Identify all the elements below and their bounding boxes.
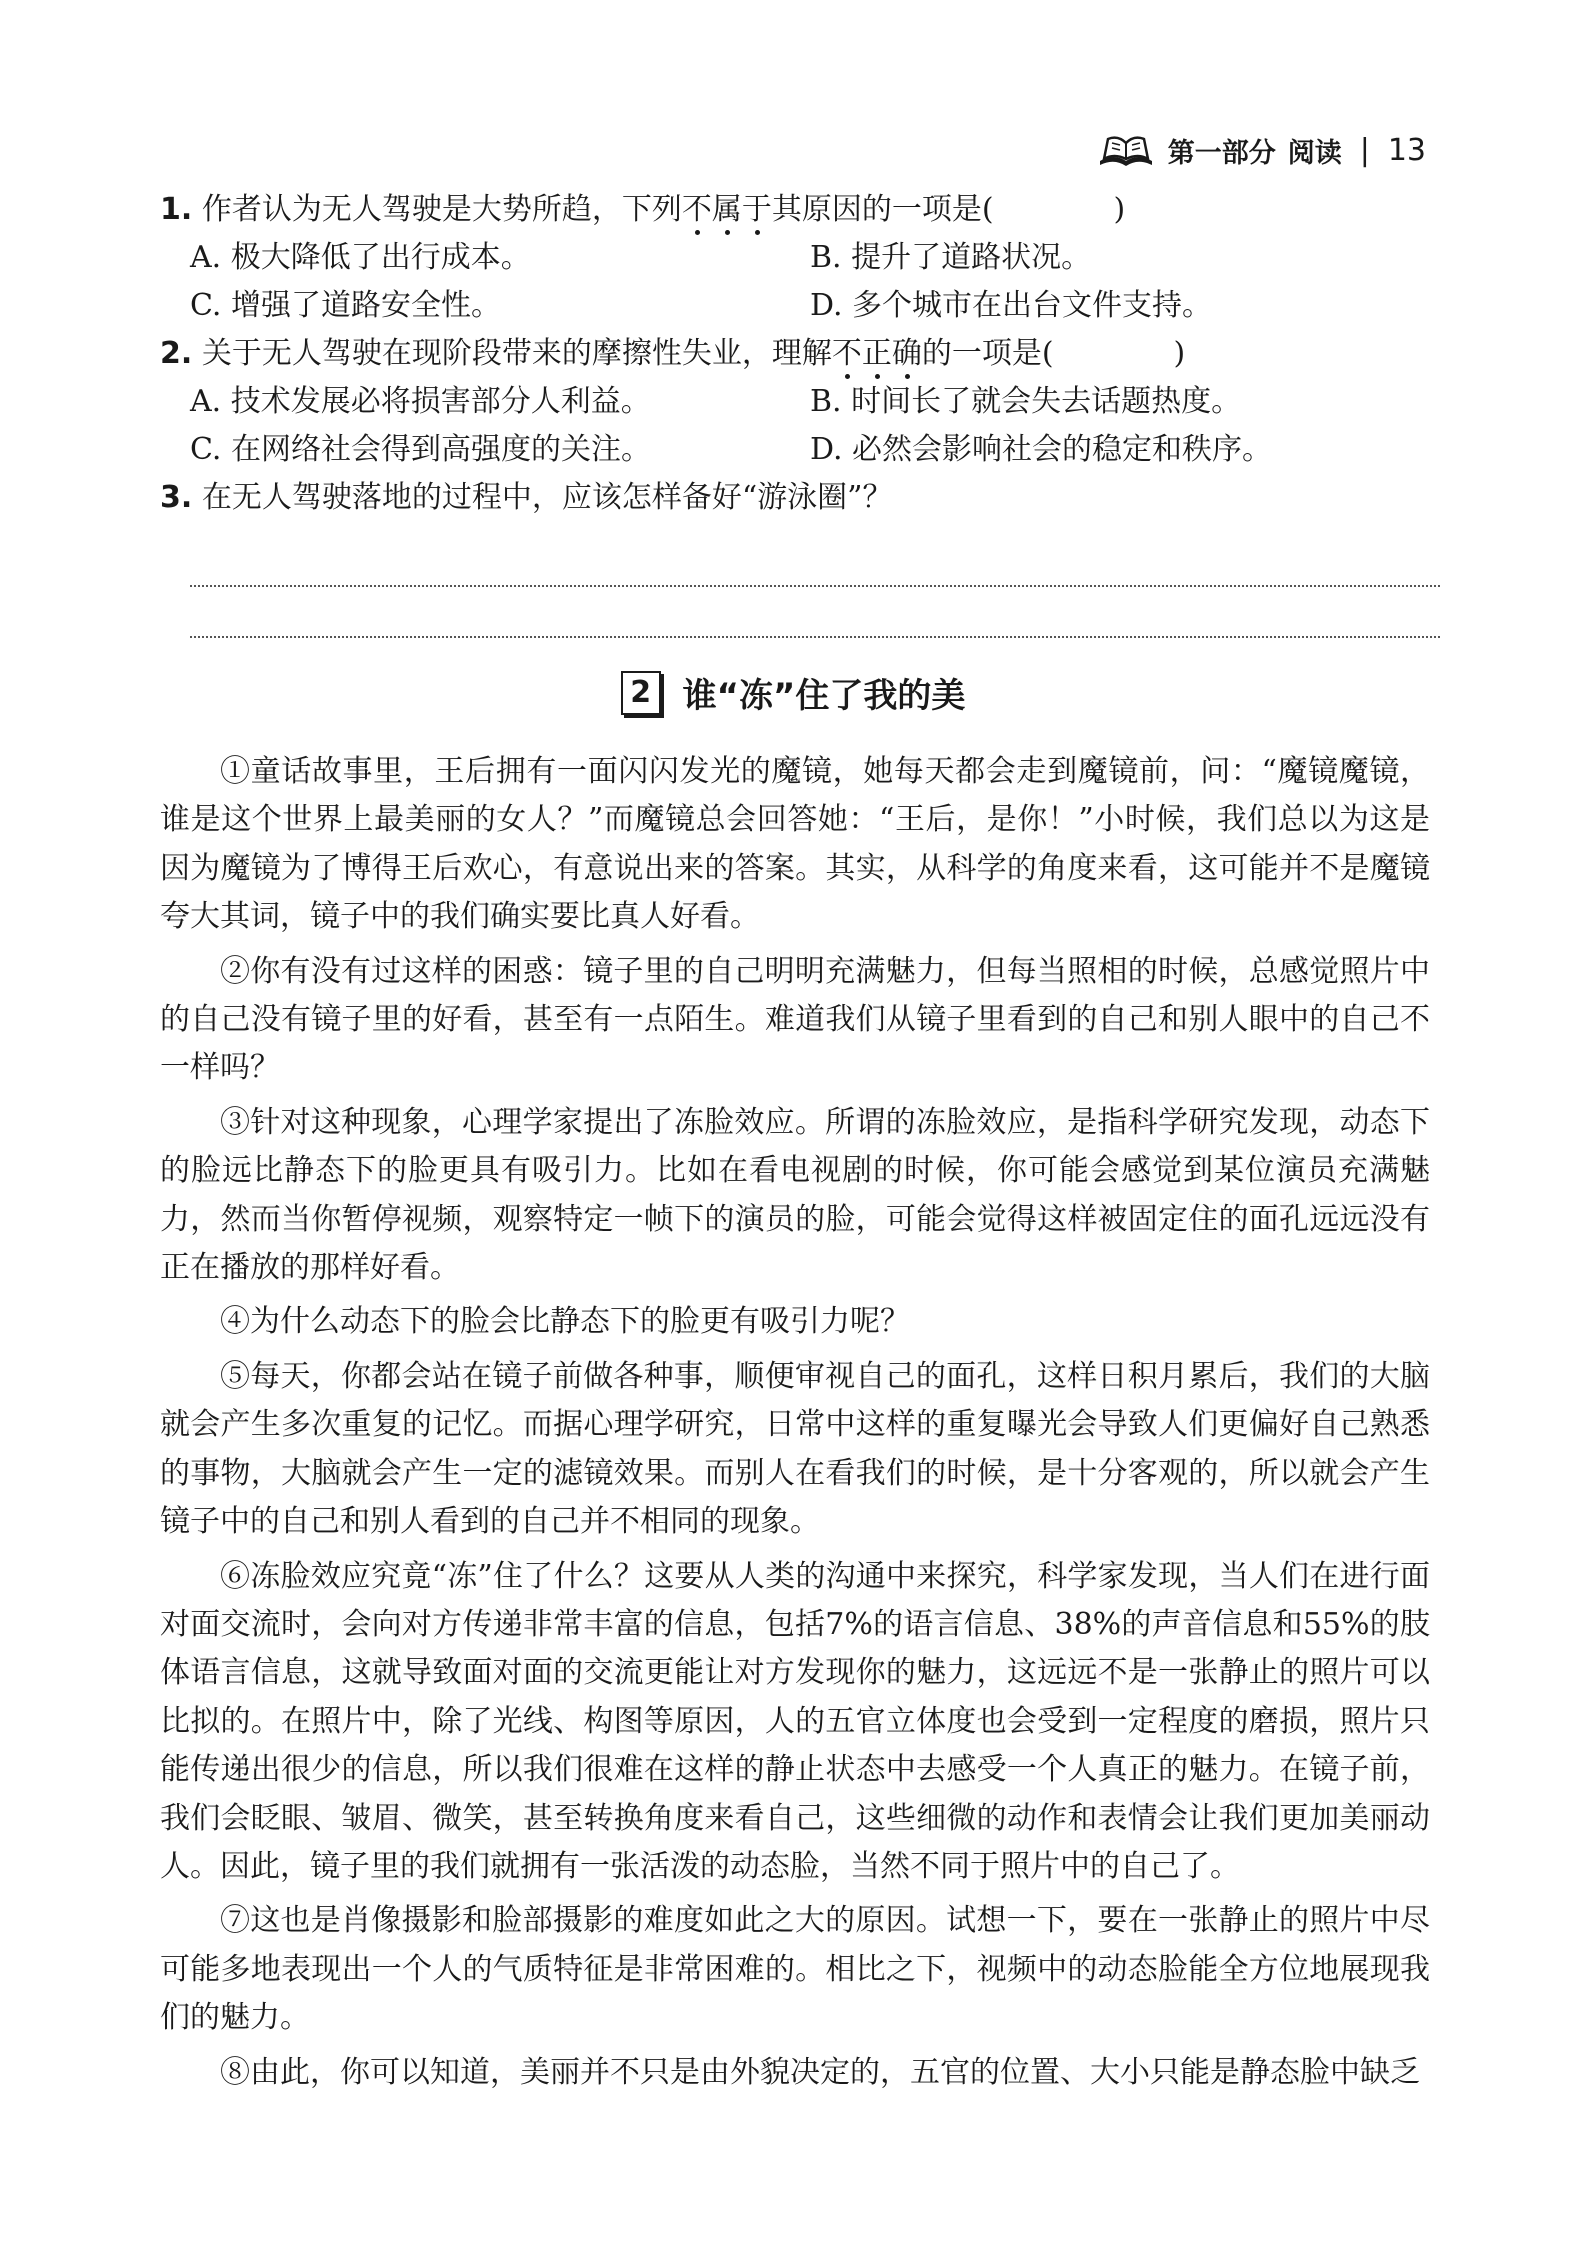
paragraph: ④为什么动态下的脸会比静态下的脸更有吸引力呢？ <box>220 1304 910 1340</box>
option-d: D. 必然会影响社会的稳定和秩序。 <box>810 432 1273 467</box>
paragraph: ①童话故事里，王后拥有一面闪闪发光的魔镜，她每天都会走到魔镜前，问：“魔镜魔镜，谁是这个世界上最美丽的女人？”而魔镜总会回答她：“王后，是你！”小时候，我们总以为这是因为魔镜为了博得王后欢心，有意说出来的答案。其实，从科学的角度来看，这可能并不是魔镜夸大其词，镜子中的我们确实要比真人好看。 <box>160 754 1430 935</box>
header-separator: | <box>1359 132 1370 168</box>
question-list <box>160 186 1430 522</box>
question-number: 1. <box>160 192 193 227</box>
option-c: C. 在网络社会得到高强度的关注。 <box>190 432 651 467</box>
section-number-box: 2 <box>621 671 661 715</box>
option-b: B. 时间长了就会失去话题热度。 <box>810 384 1242 419</box>
paragraph: ③针对这种现象，心理学家提出了冻脸效应。所谓的冻脸效应，是指科学研究发现，动态下的脸远比静态下的脸更具有吸引力。比如在看电视剧的时候，你可能会感觉到某位演员充满魅力，然而当你暂停视频，观察特定一帧下的演员的脸，可能会觉得这样被固定住的面孔远远没有正在播放的那样好看。 <box>160 1104 1430 1286</box>
emphasis-char: 正 <box>861 336 892 371</box>
question-2-stem <box>160 330 1430 378</box>
emphasis-dotted-text <box>682 192 772 227</box>
question-text: 其原因的一项是( <box>771 192 994 227</box>
option-c: C. 增强了道路安全性。 <box>190 288 501 323</box>
question-number: 2. <box>160 336 193 371</box>
section-title <box>0 668 1586 717</box>
section-title-text: 谁“冻”住了我的美 <box>682 676 966 716</box>
page-header <box>1096 128 1426 172</box>
article-body <box>160 748 1430 2103</box>
question-2-options-row-1 <box>160 378 1430 426</box>
question-text: 作者认为无人驾驶是大势所趋，下列 <box>201 192 682 227</box>
question-3-stem <box>160 474 1430 522</box>
question-text: 关于无人驾驶在现阶段带来的摩擦性失业，理解 <box>201 336 832 371</box>
header-section: 第一部分 <box>1167 137 1276 169</box>
paragraph: ⑦这也是肖像摄影和脸部摄影的难度如此之大的原因。试想一下，要在一张静止的照片中尽可能多地表现出一个人的气质特征是非常困难的。相比之下，视频中的动态脸能全方位地展现我们的魅力。 <box>160 1903 1430 2036</box>
emphasis-char: 属 <box>711 192 742 227</box>
question-1-stem <box>160 186 1430 234</box>
emphasis-char: 不 <box>831 336 862 371</box>
question-1-options-row-2 <box>160 282 1430 330</box>
paragraph: ②你有没有过这样的困惑：镜子里的自己明明充满魅力，但每当照相的时候，总感觉照片中的自己没有镜子里的好看，甚至有一点陌生。难道我们从镜子里看到的自己和别人眼中的自己不一样吗？ <box>160 953 1430 1086</box>
answer-line[interactable] <box>190 585 1440 587</box>
question-number: 3. <box>160 480 193 515</box>
question-1-options-row-1 <box>160 234 1430 282</box>
emphasis-dotted-text <box>832 336 922 371</box>
emphasis-char: 于 <box>741 192 772 227</box>
book-icon <box>1096 131 1156 169</box>
paren-close: ) <box>1173 336 1186 371</box>
paragraph: ⑧由此，你可以知道，美丽并不只是由外貌决定的，五官的位置、大小只能是静态脸中缺乏 <box>220 2054 1420 2090</box>
paren-close: ) <box>1113 192 1126 227</box>
option-a: A. 技术发展必将损害部分人利益。 <box>190 384 651 419</box>
emphasis-char: 不 <box>681 192 712 227</box>
question-2-options-row-2 <box>160 426 1430 474</box>
option-a: A. 极大降低了出行成本。 <box>190 240 531 275</box>
option-d: D. 多个城市在出台文件支持。 <box>810 288 1213 323</box>
question-text: 在无人驾驶落地的过程中，应该怎样备好“游泳圈”？ <box>201 480 893 515</box>
answer-line[interactable] <box>190 636 1440 638</box>
emphasis-char: 确 <box>891 336 922 371</box>
paragraph: ⑤每天，你都会站在镜子前做各种事，顺便审视自己的面孔，这样日积月累后，我们的大脑就会产生多次重复的记忆。而据心理学研究，日常中这样的重复曝光会导致人们更偏好自己熟悉的事物，大脑就会产生一定的滤镜效果。而别人在看我们的时候，是十分客观的，所以就会产生镜子中的自己和别人看到的自己并不相同的现象。 <box>160 1358 1430 1540</box>
question-text: 的一项是( <box>921 336 1054 371</box>
page-number: 13 <box>1387 132 1426 168</box>
option-b: B. 提升了道路状况。 <box>810 240 1092 275</box>
header-subsection: 阅读 <box>1287 137 1342 169</box>
paragraph: ⑥冻脸效应究竟“冻”住了什么？这要从人类的沟通中来探究，科学家发现，当人们在进行面对面交流时，会向对方传递非常丰富的信息，包括7%的语言信息、38%的声音信息和55%的肢体语言信息，这就导致面对面的交流更能让对方发现你的魅力，这远远不是一张静止的照片可以比拟的。在照片中，除了光线、构图等原因，人的五官立体度也会受到一定程度的磨损，照片只能传递出很少的信息，所以我们很难在这样的静止状态中去感受一个人真正的魅力。在镜子前，我们会眨眼、皱眉、微笑，甚至转换角度来看自己，这些细微的动作和表情会让我们更加美丽动人。因此，镜子里的我们就拥有一张活泼的动态脸，当然不同于照片中的自己了。 <box>160 1558 1430 1884</box>
